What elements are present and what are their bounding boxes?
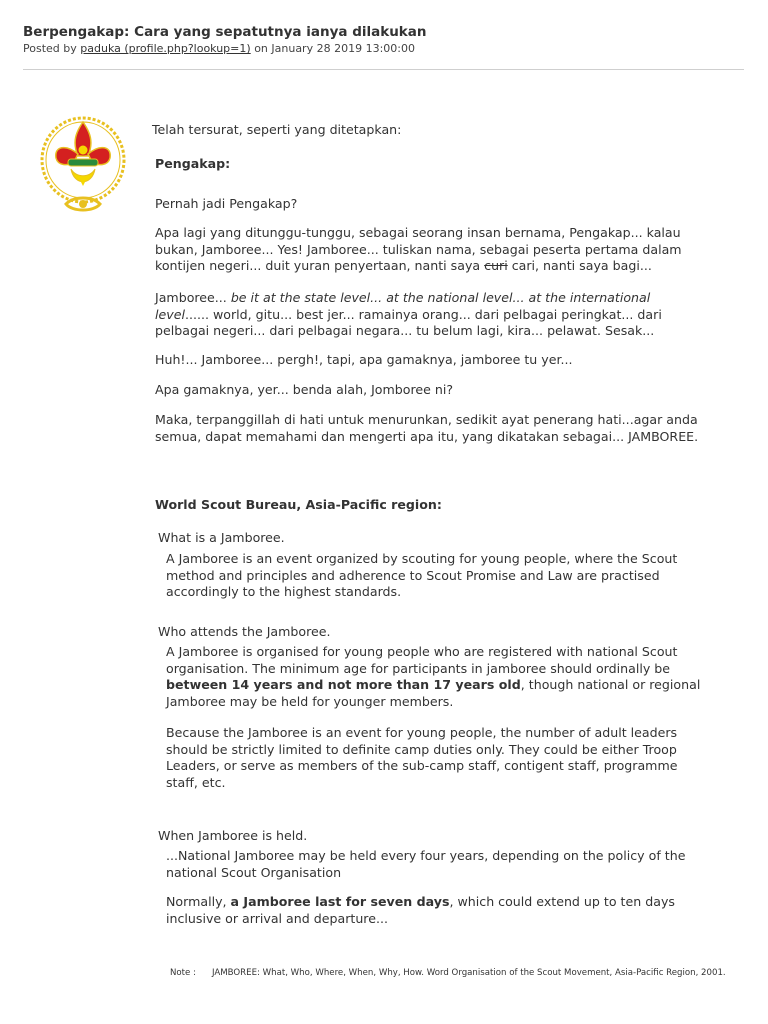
intro-line: Telah tersurat, seperti yang ditetapkan: [152, 122, 402, 137]
post-date: January 28 2019 13:00:00 [271, 42, 415, 55]
answer-adult-leaders: Because the Jamboree is an event for young people, the number of adult leaders should be strictly limited to definite camp duties only. They could be either Troop Leaders, or serve as members of the sub-camp staff, contigent staff, programme staff, etc. [166, 725, 678, 790]
author-link[interactable]: paduka (profile.php?lookup=1) [80, 42, 251, 55]
intro-question: Pernah jadi Pengakap? [155, 196, 298, 211]
date-prefix: on [254, 42, 268, 55]
pengakap-heading: Pengakap: [155, 156, 231, 171]
answer-who: A Jamboree is organised for young people who are registered with national Scout organisation. The minimum age for participants in jamboree should ordinally be between 14 years and not more than 17 years old, though national or regional Jamboree may be held for younger members. [166, 644, 701, 709]
bureau-heading: World Scout Bureau, Asia-Pacific region: [155, 497, 442, 512]
header-divider [23, 69, 744, 70]
intro-huh: Huh!... Jamboree... pergh!, tapi, apa gamaknya, jamboree tu yer... [155, 352, 573, 367]
strikethrough-word: curi [484, 258, 508, 273]
age-range-bold: between 14 years and not more than 17 years old [166, 677, 521, 692]
intro-paragraph-jamboree: Apa lagi yang ditunggu-tunggu, sebagai seorang insan bernama, Pengakap... kalau bukan, Jamboree... Yes! Jamboree... tuliskan nama, sebagai peserta pertama dalam kontijen negeri... duit yuran penyertaan, nanti saya curi cari, nanti saya bagi... [155, 225, 682, 273]
intro-gamaknya: Apa gamaknya, yer... benda alah, Jomboree ni? [155, 382, 454, 397]
scout-emblem-icon [38, 114, 128, 218]
post-meta [23, 42, 743, 56]
post-header [23, 24, 743, 56]
answer-when: ...National Jamboree may be held every four years, depending on the policy of the national Scout Organisation [166, 848, 686, 880]
post-title: Berpengakap: Cara yang sepatutnya ianya dilakukan [23, 24, 427, 40]
question-what: What is a Jamboree. [158, 530, 285, 545]
duration-bold: a Jamboree last for seven days [230, 894, 450, 909]
note-label: Note : [170, 968, 196, 978]
intro-paragraph-levels: Jamboree... be it at the state level... at the national level... at the international level...... world, gitu... best jer... ramainya orang... dari pelbagai peringkat... dari pelbagai negeri... dari pelbagai negara... tu belum lagi, kira... pelawat. Sesak... [155, 290, 662, 338]
question-when: When Jamboree is held. [158, 828, 308, 843]
note-text: JAMBOREE: What, Who, Where, When, Why, How. Word Organisation of the Scout Movement, Asia-Pacific Region, 2001. [212, 968, 726, 978]
answer-what: A Jamboree is an event organized by scouting for young people, where the Scout method and principles and adherence to Scout Promise and Law are practised accordingly to the highest standards. [166, 551, 678, 599]
posted-by-label: Posted by [23, 42, 77, 55]
answer-duration: Normally, a Jamboree last for seven days, which could extend up to ten days inclusive or arrival and departure... [166, 894, 675, 926]
question-who: Who attends the Jamboree. [158, 624, 331, 639]
intro-paragraph-maka: Maka, terpanggillah di hati untuk menurunkan, sedikit ayat penerang hati...agar anda semua, dapat memahami dan mengerti apa itu, yang dikatakan sebagai... JAMBOREE. [155, 412, 699, 444]
